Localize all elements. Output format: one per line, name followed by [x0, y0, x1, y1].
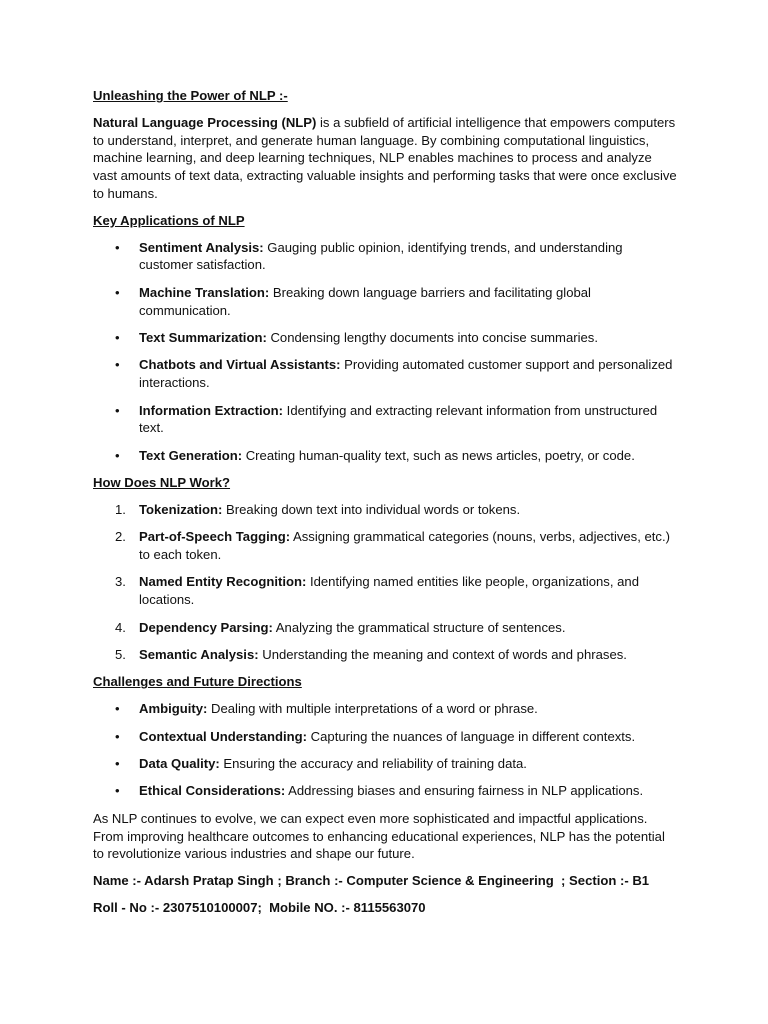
step-number: 5.	[115, 647, 126, 663]
student-details-line: Name :- Adarsh Pratap Singh ; Branch :- Computer Science & Engineering ; Section :- B1	[93, 873, 650, 889]
bullet-marker: •	[115, 402, 120, 418]
list-item	[93, 402, 678, 438]
how-it-works-heading: How Does NLP Work?	[93, 475, 231, 491]
item-label: Text Generation:	[139, 447, 243, 463]
item-text: Assigning grammatical categories (nouns, verbs, adjectives, etc.) to each token.	[139, 529, 670, 563]
list-item	[93, 619, 678, 637]
item-text: Creating human-quality text, such as news articles, poetry, or code.	[242, 447, 635, 463]
item-label: Semantic Analysis:	[139, 647, 259, 663]
bullet-marker: •	[115, 357, 120, 373]
list-item	[93, 646, 678, 664]
list-item	[93, 239, 678, 275]
conclusion-paragraph: As NLP continues to evolve, we can expect even more sophisticated and impactful applications. From improving healthcare outcomes to enhancing educational experiences, NLP has the potential to revolutionize various industries and shape our future.	[93, 810, 665, 862]
item-label: Chatbots and Virtual Assistants:	[139, 357, 341, 373]
step-number: 1.	[115, 501, 126, 517]
item-text: Identifying and extracting relevant information from unstructured text.	[139, 402, 658, 436]
list-item	[93, 329, 678, 347]
item-label: Tokenization:	[139, 501, 223, 517]
challenges-list	[93, 700, 678, 800]
bullet-marker: •	[115, 284, 120, 300]
item-label: Contextual Understanding:	[139, 728, 308, 744]
item-text: Understanding the meaning and context of words and phrases.	[258, 647, 627, 663]
step-number: 2.	[115, 529, 126, 545]
challenges-heading: Challenges and Future Directions	[93, 674, 302, 690]
item-text: Providing automated customer support and personalized interactions.	[139, 357, 673, 391]
item-label: Text Summarization:	[139, 329, 267, 345]
list-item	[93, 573, 678, 609]
bullet-marker: •	[115, 756, 120, 772]
item-text: Condensing lengthy documents into concise summaries.	[266, 329, 598, 345]
bullet-marker: •	[115, 239, 120, 255]
bullet-marker: •	[115, 701, 120, 717]
item-text: Capturing the nuances of language in different contexts.	[307, 728, 636, 744]
item-text: Dealing with multiple interpretations of a word or phrase.	[207, 701, 538, 717]
item-label: Data Quality:	[139, 756, 220, 772]
list-item	[93, 284, 678, 320]
intro-text: is a subfield of artificial intelligence that empowers computers to understand, interpret, and generate human language. By combining computational linguistics, machine learning, and deep learning techniques, NLP enables machines to process and analyze vast amounts of text data, extracting valuable insights and performing tasks that were once exclusive to humans.	[93, 114, 677, 201]
item-label: Machine Translation:	[139, 284, 270, 300]
item-text: Ensuring the accuracy and reliability of training data.	[219, 756, 527, 772]
item-text: Identifying named entities like people, organizations, and locations.	[139, 574, 639, 608]
item-label: Dependency Parsing:	[139, 619, 273, 635]
intro-paragraph	[93, 114, 678, 203]
bullet-marker: •	[115, 329, 120, 345]
list-item	[93, 755, 678, 773]
list-item	[93, 728, 678, 746]
item-text: Gauging public opinion, identifying trends, and understanding customer satisfaction.	[139, 239, 623, 273]
list-item	[93, 782, 678, 800]
how-it-works-list	[93, 501, 678, 664]
document-title: Unleashing the Power of NLP :-	[93, 88, 288, 103]
bullet-marker: •	[115, 783, 120, 799]
contact-details-line: Roll - No :- 2307510100007; Mobile NO. :- 8115563070	[93, 900, 426, 915]
list-item	[93, 356, 678, 392]
item-text: Breaking down language barriers and facilitating global communication.	[139, 284, 591, 318]
item-label: Part-of-Speech Tagging:	[139, 529, 291, 545]
bullet-marker: •	[115, 447, 120, 463]
step-number: 4.	[115, 619, 126, 635]
item-text: Addressing biases and ensuring fairness in NLP applications.	[285, 783, 644, 799]
list-item	[93, 447, 678, 465]
applications-heading: Key Applications of NLP	[93, 212, 245, 228]
list-item	[93, 528, 678, 564]
list-item	[93, 501, 678, 519]
item-label: Ambiguity:	[139, 701, 208, 717]
item-label: Ethical Considerations:	[139, 783, 286, 799]
item-label: Sentiment Analysis:	[139, 239, 264, 255]
list-item	[93, 700, 678, 718]
item-text: Analyzing the grammatical structure of sentences.	[272, 619, 566, 635]
applications-list	[93, 239, 678, 465]
item-label: Information Extraction:	[139, 402, 284, 418]
step-number: 3.	[115, 574, 126, 590]
item-text: Breaking down text into individual words or tokens.	[222, 501, 521, 517]
intro-lead: Natural Language Processing (NLP)	[93, 114, 317, 130]
item-label: Named Entity Recognition:	[139, 574, 307, 590]
bullet-marker: •	[115, 728, 120, 744]
